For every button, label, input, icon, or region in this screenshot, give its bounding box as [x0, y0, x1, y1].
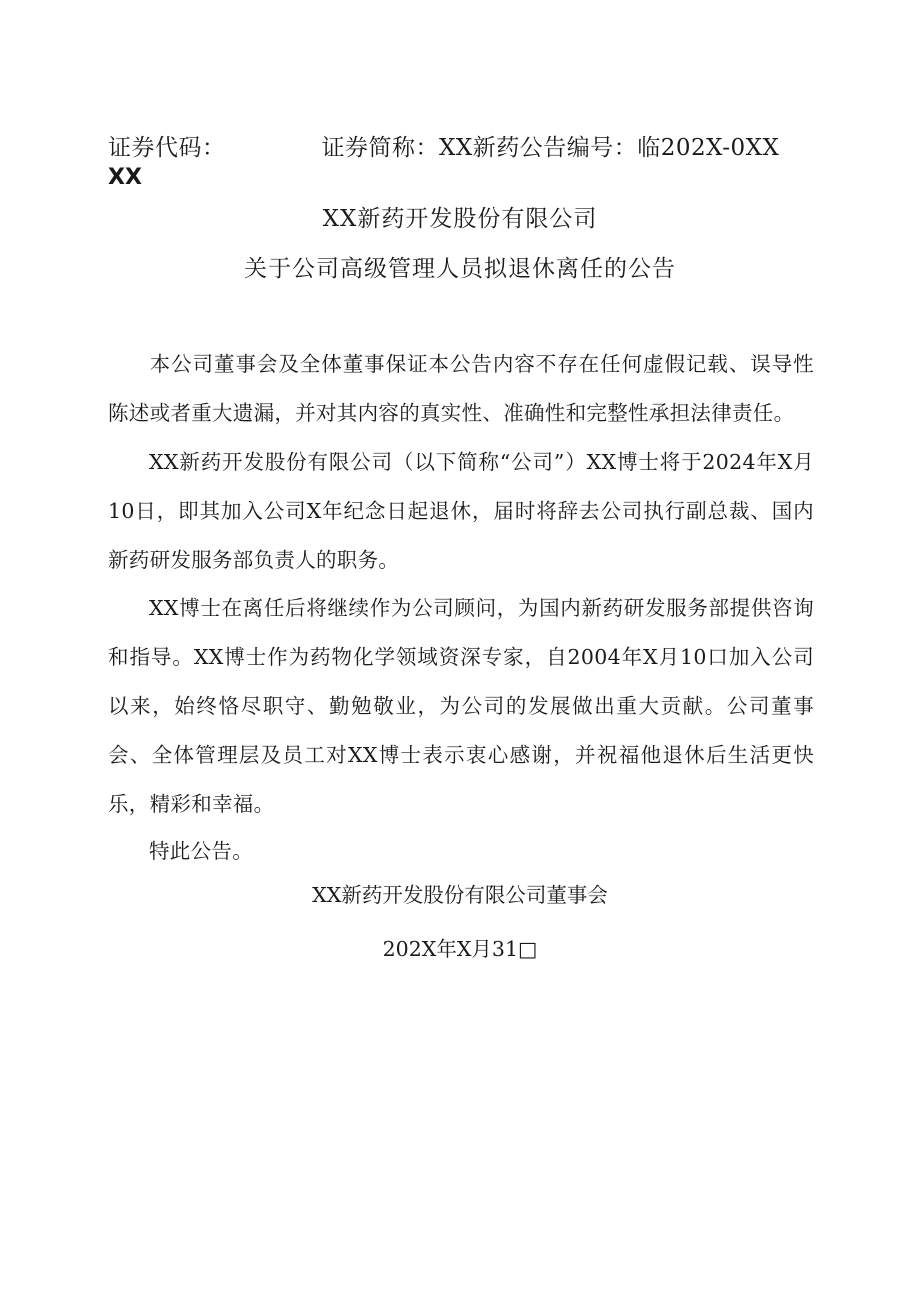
paragraph-3-text: XX博士在离任后将继续作为公司顾问，为国内新药研发服务部提供咨询和指导。XX博士作为药物化学领域资深专家，自2004年X月10口加入公司以来，始终恪尽职守、勤勉敬业，为公司的发展做出重大贡献。公司董事会、全体管理层及员工对XX博士表示衷心感谢，并祝福他退休后生活更快乐，精彩和幸福。: [108, 596, 814, 816]
paragraph-retirement: [108, 438, 814, 585]
stock-abbr-and-number: 证券简称：XX新药公告编号：临202X-0XX: [321, 135, 780, 161]
paragraph-2-text: XX新药开发股份有限公司（以下简称“公司”）XX博士将于2024年X月10日，即其加入公司X年纪念日起退休，届时将辞去公司执行副总裁、国内新药研发服务部负责人的职务。: [108, 450, 814, 572]
paragraph-4-text: 特此公告。: [149, 839, 253, 863]
signature-date: 202X年X月31□: [382, 937, 538, 961]
announcement-title: 关于公司高级管理人员拟退休离任的公告: [244, 256, 676, 282]
announcement-number-continuation: XX: [108, 165, 142, 190]
paragraph-statement: [108, 340, 814, 438]
paragraph-closing: [108, 827, 814, 876]
stock-header: [108, 134, 808, 162]
company-title: XX新药开发股份有限公司: [322, 206, 598, 232]
stock-code-label: 证券代码：: [108, 135, 226, 161]
paragraph-advisor: [108, 584, 814, 829]
signature-board: XX新药开发股份有限公司董事会: [312, 883, 608, 907]
paragraph-1-text: 本公司董事会及全体董事保证本公告内容不存在任何虚假记载、误导性陈述或者重大遗漏，并对其内容的真实性、准确性和完整性承担法律责任。: [108, 352, 814, 425]
